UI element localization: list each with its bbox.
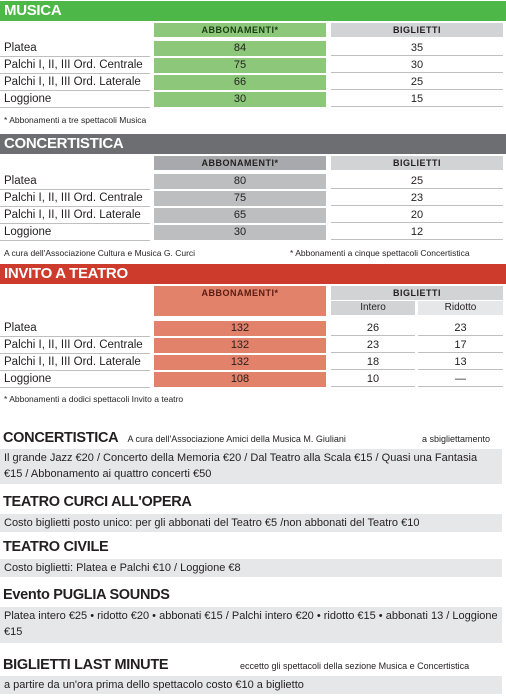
invito-intero-header: Intero xyxy=(331,301,415,315)
civile-title: TEATRO CIVILE xyxy=(3,539,109,555)
biglietto-value: 15 xyxy=(331,92,503,107)
row-label: Palchi I, II, III Ord. Centrale xyxy=(4,59,143,71)
concertistica-biglietti-header: BIGLIETTI xyxy=(331,156,503,170)
abbonamento-value: 84 xyxy=(154,41,326,56)
abbonamento-value: 132 xyxy=(154,321,326,336)
puglia-title: Evento PUGLIA SOUNDS xyxy=(3,587,170,603)
biglietto-value: 12 xyxy=(331,225,503,240)
intero-value: 26 xyxy=(331,321,415,336)
invito-ridotto-header: Ridotto xyxy=(418,301,503,315)
musica-note: * Abbonamenti a tre spettacoli Musica xyxy=(4,115,147,125)
abbonamento-value: 108 xyxy=(154,372,326,387)
abbonamento-value: 132 xyxy=(154,355,326,370)
row-label: Loggione xyxy=(4,93,52,105)
last-minute-title: BIGLIETTI LAST MINUTE xyxy=(3,657,169,673)
intero-value: 18 xyxy=(331,355,415,370)
row-label: Palchi I, II, III Ord. Laterale xyxy=(4,209,141,221)
ridotto-value: 13 xyxy=(418,355,503,370)
row-label: Palchi I, II, III Ord. Centrale xyxy=(4,339,143,351)
row-label: Loggione xyxy=(4,226,52,238)
concertistica-note-right: * Abbonamenti a cinque spettacoli Concertistica xyxy=(290,248,470,258)
biglietto-value: 25 xyxy=(331,174,503,189)
invito-note: * Abbonamenti a dodici spettacoli Invito a teatro xyxy=(4,394,184,404)
invito-abbonamenti-header: ABBONAMENTI* xyxy=(154,286,326,316)
puglia-box: Platea intero €25 • ridotto €20 • abbonati €15 / Palchi intero €20 • ridotto €15 • abbonati 13 / Loggione €15 xyxy=(0,607,502,643)
row-label: Palchi I, II, III Ord. Centrale xyxy=(4,192,143,204)
concertistica2-right: a sbigliettamento xyxy=(422,434,491,444)
biglietto-value: 23 xyxy=(331,191,503,206)
musica-abbonamenti-header: ABBONAMENTI* xyxy=(154,23,326,37)
last-minute-subtitle: eccetto gli spettacoli della sezione Musica e Concertistica xyxy=(240,661,470,671)
biglietto-value: 30 xyxy=(331,58,503,73)
invito-biglietti-header: BIGLIETTI xyxy=(331,286,503,300)
concertistica-note-left: A cura dell'Associazione Cultura e Musica G. Curci xyxy=(4,248,196,258)
abbonamento-value: 66 xyxy=(154,75,326,90)
row-label: Platea xyxy=(4,42,37,54)
abbonamento-value: 65 xyxy=(154,208,326,223)
civile-box: Costo biglietti: Platea e Palchi €10 / Loggione €8 xyxy=(0,559,502,577)
musica-biglietti-header: BIGLIETTI xyxy=(331,23,503,37)
row-label: Platea xyxy=(4,322,37,334)
intero-value: 23 xyxy=(331,338,415,353)
curci-opera-title: TEATRO CURCI ALL'OPERA xyxy=(3,494,192,510)
abbonamento-value: 132 xyxy=(154,338,326,353)
concertistica2-box: Il grande Jazz €20 / Concerto della Memoria €20 / Dal Teatro alla Scala €15 / Quasi una Fantasia €15 / Abbonamento ai quattro concerti €50 xyxy=(0,449,502,484)
concertistica2-subtitle: A cura dell'Associazione Amici della Musica M. Giuliani xyxy=(127,434,346,444)
concertistica2-title-text: CONCERTISTICA xyxy=(3,430,118,446)
abbonamento-value: 30 xyxy=(154,92,326,107)
row-label: Palchi I, II, III Ord. Laterale xyxy=(4,356,141,368)
concertistica2-title xyxy=(3,430,346,446)
ridotto-value: 23 xyxy=(418,321,503,336)
abbonamento-value: 75 xyxy=(154,58,326,73)
row-label: Platea xyxy=(4,175,37,187)
invito-header-bar: INVITO A TEATRO xyxy=(0,264,506,284)
concertistica-abbonamenti-header: ABBONAMENTI* xyxy=(154,156,326,170)
ridotto-value: — xyxy=(418,372,503,387)
musica-header-bar: MUSICA xyxy=(0,1,506,21)
row-label: Loggione xyxy=(4,373,52,385)
biglietto-value: 20 xyxy=(331,208,503,223)
biglietto-value: 35 xyxy=(331,41,503,56)
abbonamento-value: 80 xyxy=(154,174,326,189)
concertistica-header-bar: CONCERTISTICA xyxy=(0,134,506,154)
last-minute-box: a partire da un'ora prima dello spettacolo costo €10 a biglietto xyxy=(0,676,502,694)
intero-value: 10 xyxy=(331,372,415,387)
biglietto-value: 25 xyxy=(331,75,503,90)
ridotto-value: 17 xyxy=(418,338,503,353)
row-label: Palchi I, II, III Ord. Laterale xyxy=(4,76,141,88)
curci-opera-box: Costo biglietti posto unico: per gli abbonati del Teatro €5 /non abbonati del Teatro €10 xyxy=(0,514,502,532)
abbonamento-value: 30 xyxy=(154,225,326,240)
abbonamento-value: 75 xyxy=(154,191,326,206)
